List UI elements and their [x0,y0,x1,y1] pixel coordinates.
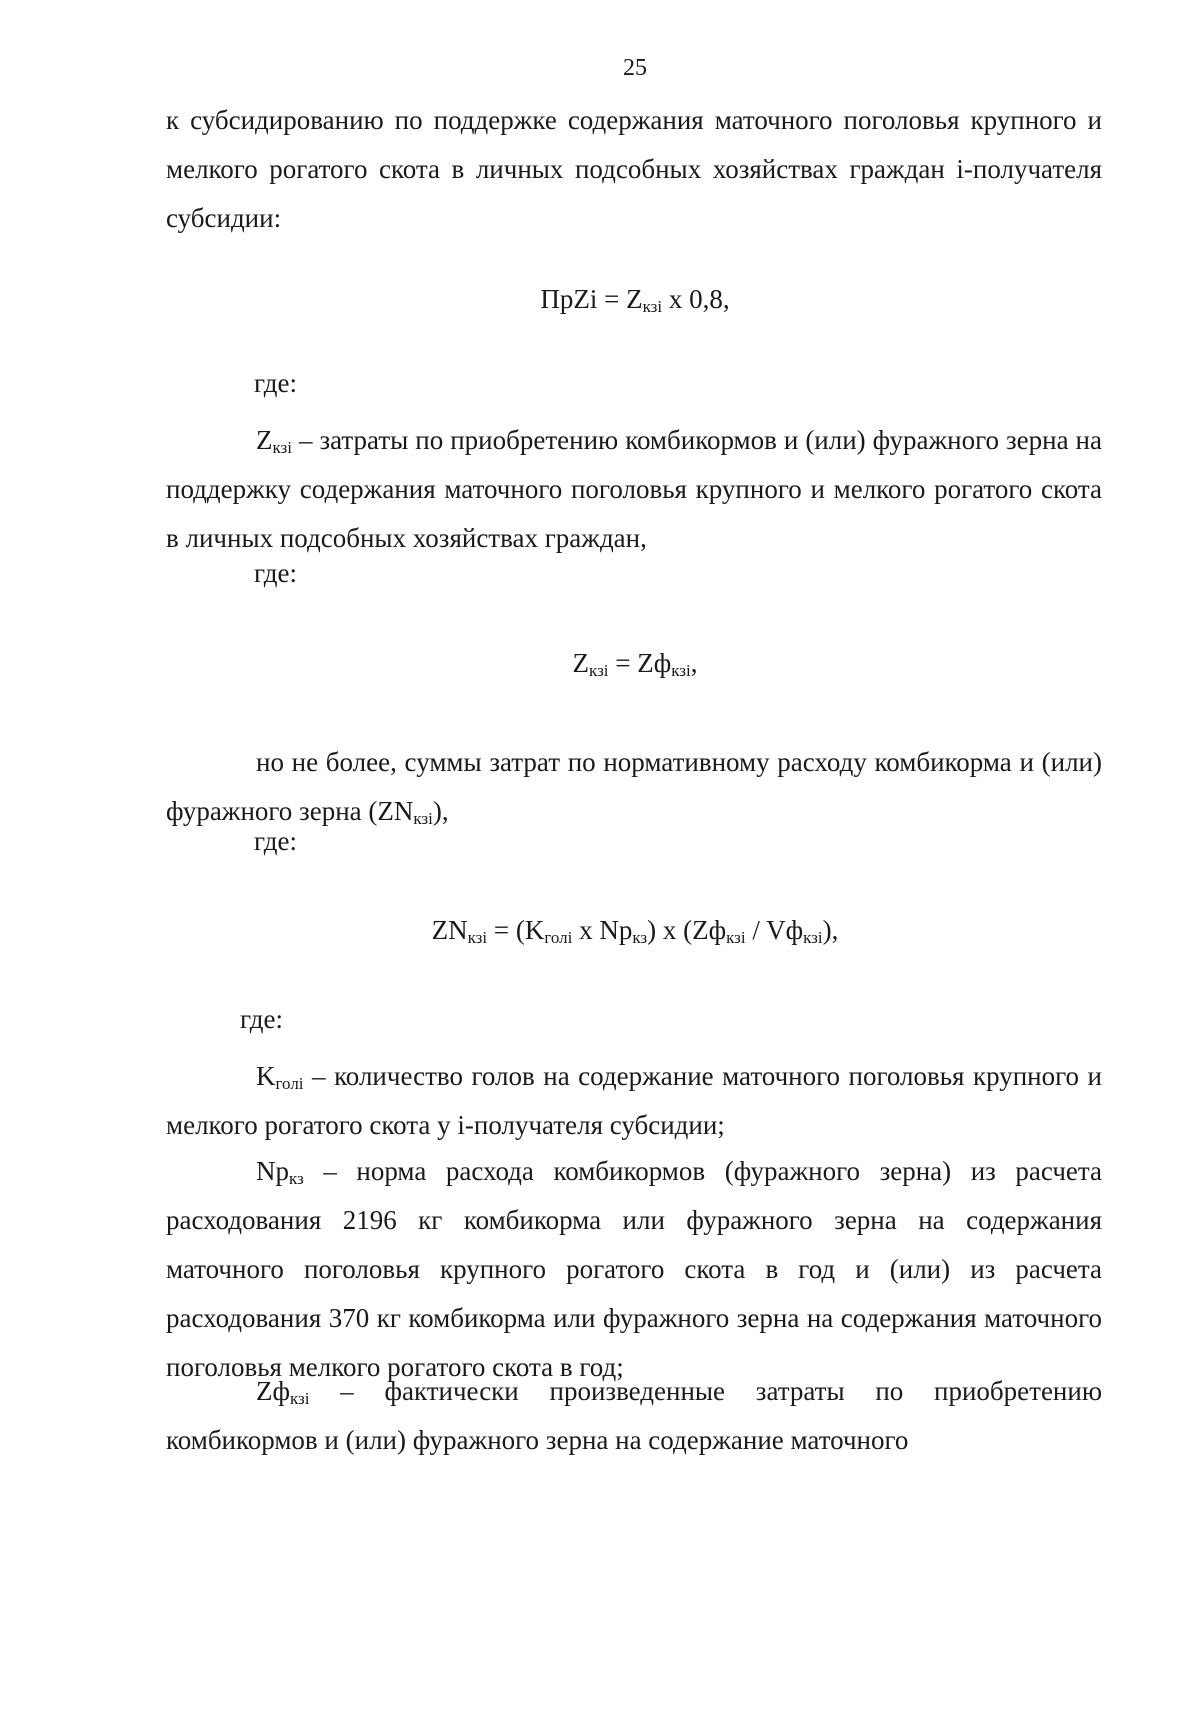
np-definition: $Np_{кз}$ – норма расхода комбикормов (фуражного зерна) из расчета расходования 2196 кг комбикорма или фуражного зерна на содержания маточного поголовья крупного рогатого скота в год и (или) из расчета расходования 370 кг комбикорма или фуражного зерна на содержания маточного поголовья мелкого рогатого скота в год; [166,1156,1102,1382]
zf-definition: $Zф_{кзi}$ – фактически произведенные затраты по приобретению комбикормов и (или) фуражного зерна на содержание маточного [166,1376,1102,1455]
where-label-1: где: [254,368,297,398]
limit-paragraph: но не более, суммы затрат по нормативному расходу комбикорма и (или) фуражного зерна $(ZN_{кзi})$, [166,747,1102,828]
kgol-definition: $K_{голi}$ – количество голов на содержание маточного поголовья крупного и мелкого рогатого скота у i-получателя субсидии; [166,1061,1102,1140]
where-label-3: где: [254,826,297,856]
where-label-2: где: [254,558,297,588]
zkzi-definition: $Z_{кзi}$ – затраты по приобретению комбикормов и (или) фуражного зерна на поддержку содержания маточного поголовья крупного и мелкого рогатого скота в личных подсобных хозяйствах граждан, [166,425,1102,553]
intro-paragraph: к субсидированию по поддержке содержания маточного поголовья крупного и мелкого рогатого скота в личных подсобных хозяйствах граждан i-получателя субсидии: [166,105,1102,233]
formula-przi: ПрZi = $Z_{кзi}$ x 0,8, [540,284,730,316]
formula-znkzi: $ZN_{кзi} = (K_{голi}$ x $Np_{кз}$) x $(Zф_{кзi} / Vф_{кзi})$, [431,915,839,947]
page-number: 25 [623,55,647,81]
formula-zkzi: $Z_{кзi} = Zф_{кзi}$, [572,648,698,680]
where-label-4: где: [240,1004,283,1034]
